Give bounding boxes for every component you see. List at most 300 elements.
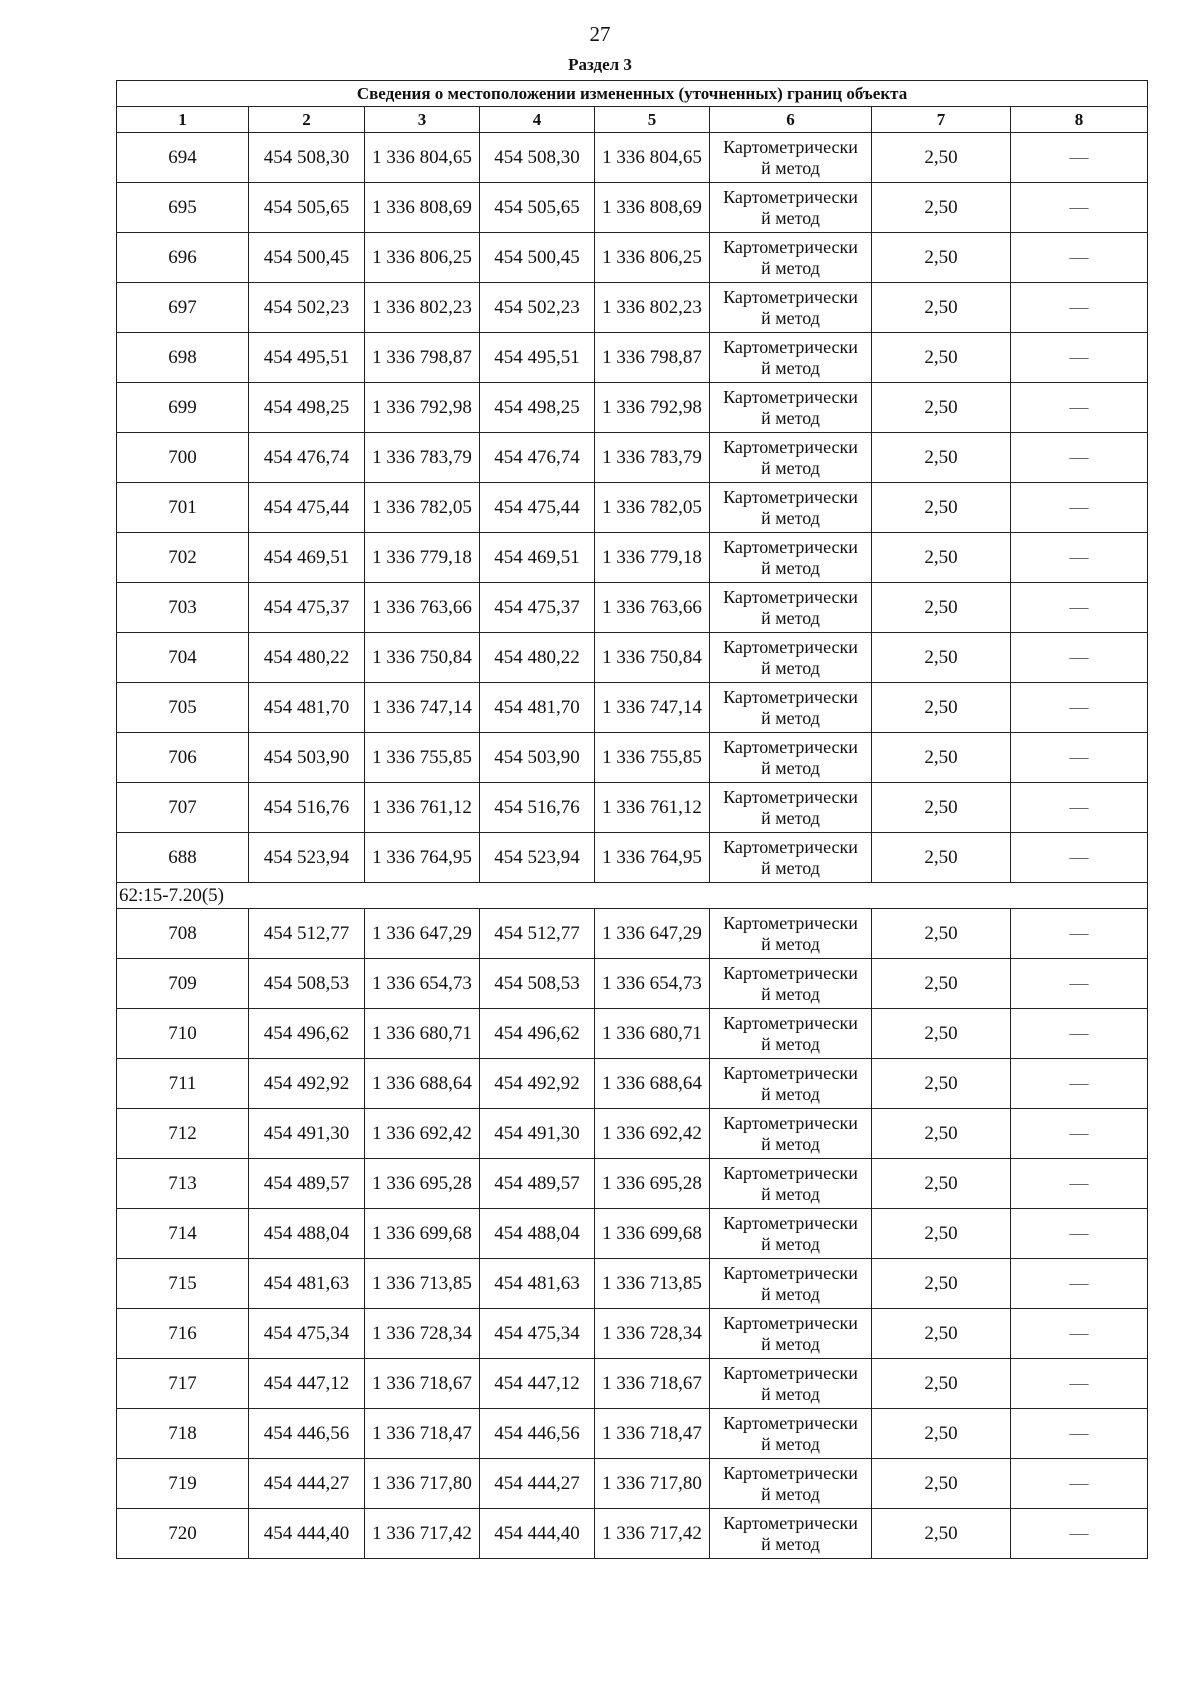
- table-row: [117, 1359, 1148, 1409]
- old-y-cell: 1 336 764,95: [365, 833, 480, 883]
- old-y-cell: 1 336 808,69: [365, 183, 480, 233]
- old-y-cell: 1 336 804,65: [365, 133, 480, 183]
- method-text-line: й метод: [761, 1283, 820, 1304]
- column-number: 5: [595, 107, 710, 133]
- description-cell: —: [1011, 333, 1148, 383]
- old-y-cell: 1 336 747,14: [365, 683, 480, 733]
- new-y-cell: 1 336 755,85: [595, 733, 710, 783]
- method-text-line: й метод: [761, 357, 820, 378]
- old-x-cell: 454 481,63: [249, 1259, 365, 1309]
- point-number-cell: 708: [117, 909, 249, 959]
- old-x-cell: 454 496,62: [249, 1009, 365, 1059]
- new-x-cell: 454 491,30: [480, 1109, 595, 1159]
- old-y-cell: 1 336 783,79: [365, 433, 480, 483]
- new-x-cell: 454 469,51: [480, 533, 595, 583]
- old-x-cell: 454 516,76: [249, 783, 365, 833]
- column-number: 1: [117, 107, 249, 133]
- method-cell: [710, 233, 872, 283]
- table-row: [117, 583, 1148, 633]
- point-number-cell: 706: [117, 733, 249, 783]
- point-number-cell: 714: [117, 1209, 249, 1259]
- point-number-cell: 695: [117, 183, 249, 233]
- old-x-cell: 454 498,25: [249, 383, 365, 433]
- method-text-line: Картометрически: [723, 912, 858, 933]
- method-text-line: й метод: [761, 933, 820, 954]
- new-y-cell: 1 336 718,47: [595, 1409, 710, 1459]
- description-cell: —: [1011, 783, 1148, 833]
- method-text-line: Картометрически: [723, 736, 858, 757]
- method-text-line: й метод: [761, 407, 820, 428]
- description-cell: —: [1011, 583, 1148, 633]
- point-number-cell: 696: [117, 233, 249, 283]
- new-y-cell: 1 336 728,34: [595, 1309, 710, 1359]
- method-text-line: й метод: [761, 457, 820, 478]
- method-cell: [710, 1409, 872, 1459]
- accuracy-cell: 2,50: [872, 1259, 1011, 1309]
- method-text-line: Картометрически: [723, 636, 858, 657]
- method-text-line: й метод: [761, 507, 820, 528]
- old-x-cell: 454 523,94: [249, 833, 365, 883]
- method-text-line: й метод: [761, 1083, 820, 1104]
- method-text-line: Картометрически: [723, 786, 858, 807]
- table-row: [117, 783, 1148, 833]
- accuracy-cell: 2,50: [872, 1109, 1011, 1159]
- new-x-cell: 454 476,74: [480, 433, 595, 483]
- description-cell: —: [1011, 133, 1148, 183]
- table-row: [117, 1459, 1148, 1509]
- accuracy-cell: 2,50: [872, 583, 1011, 633]
- method-text-line: Картометрически: [723, 236, 858, 257]
- section-title: Раздел 3: [568, 55, 632, 74]
- old-x-cell: 454 488,04: [249, 1209, 365, 1259]
- old-x-cell: 454 491,30: [249, 1109, 365, 1159]
- old-y-cell: 1 336 755,85: [365, 733, 480, 783]
- description-cell: —: [1011, 633, 1148, 683]
- new-y-cell: 1 336 747,14: [595, 683, 710, 733]
- accuracy-cell: 2,50: [872, 233, 1011, 283]
- new-y-cell: 1 336 713,85: [595, 1259, 710, 1309]
- table-row: [117, 283, 1148, 333]
- method-cell: [710, 583, 872, 633]
- accuracy-cell: 2,50: [872, 1459, 1011, 1509]
- method-cell: [710, 683, 872, 733]
- new-x-cell: 454 503,90: [480, 733, 595, 783]
- method-text-line: Картометрически: [723, 1412, 858, 1433]
- table-row: [117, 383, 1148, 433]
- method-text-line: й метод: [761, 807, 820, 828]
- method-text-line: й метод: [761, 1133, 820, 1154]
- table-row: [117, 183, 1148, 233]
- method-text-line: Картометрически: [723, 336, 858, 357]
- new-x-cell: 454 505,65: [480, 183, 595, 233]
- method-cell: [710, 733, 872, 783]
- new-y-cell: 1 336 692,42: [595, 1109, 710, 1159]
- new-y-cell: 1 336 764,95: [595, 833, 710, 883]
- new-y-cell: 1 336 806,25: [595, 233, 710, 283]
- new-x-cell: 454 508,30: [480, 133, 595, 183]
- old-y-cell: 1 336 761,12: [365, 783, 480, 833]
- accuracy-cell: 2,50: [872, 959, 1011, 1009]
- method-text-line: й метод: [761, 1183, 820, 1204]
- old-y-cell: 1 336 717,80: [365, 1459, 480, 1509]
- method-text-line: й метод: [761, 1333, 820, 1354]
- new-y-cell: 1 336 680,71: [595, 1009, 710, 1059]
- column-number: 2: [249, 107, 365, 133]
- description-cell: —: [1011, 433, 1148, 483]
- old-y-cell: 1 336 695,28: [365, 1159, 480, 1209]
- point-number-cell: 694: [117, 133, 249, 183]
- table-row: [117, 1209, 1148, 1259]
- old-x-cell: 454 489,57: [249, 1159, 365, 1209]
- old-x-cell: 454 480,22: [249, 633, 365, 683]
- new-y-cell: 1 336 717,42: [595, 1509, 710, 1559]
- accuracy-cell: 2,50: [872, 833, 1011, 883]
- new-x-cell: 454 523,94: [480, 833, 595, 883]
- point-number-cell: 716: [117, 1309, 249, 1359]
- new-x-cell: 454 481,63: [480, 1259, 595, 1309]
- method-text-line: Картометрически: [723, 1312, 858, 1333]
- new-x-cell: 454 498,25: [480, 383, 595, 433]
- group-row: [117, 883, 1148, 909]
- description-cell: —: [1011, 183, 1148, 233]
- method-text-line: Картометрически: [723, 1112, 858, 1133]
- accuracy-cell: 2,50: [872, 1059, 1011, 1109]
- method-text-line: Картометрически: [723, 1062, 858, 1083]
- old-y-cell: 1 336 688,64: [365, 1059, 480, 1109]
- method-cell: [710, 783, 872, 833]
- method-text-line: й метод: [761, 757, 820, 778]
- method-text-line: Картометрически: [723, 1012, 858, 1033]
- point-number-cell: 699: [117, 383, 249, 433]
- method-cell: [710, 1309, 872, 1359]
- old-x-cell: 454 508,30: [249, 133, 365, 183]
- column-number-row: [117, 107, 1148, 133]
- new-x-cell: 454 444,27: [480, 1459, 595, 1509]
- old-x-cell: 454 447,12: [249, 1359, 365, 1409]
- new-y-cell: 1 336 695,28: [595, 1159, 710, 1209]
- old-x-cell: 454 446,56: [249, 1409, 365, 1459]
- method-cell: [710, 1159, 872, 1209]
- method-text-line: й метод: [761, 1533, 820, 1554]
- method-text-line: й метод: [761, 1433, 820, 1454]
- new-x-cell: 454 508,53: [480, 959, 595, 1009]
- column-number: 8: [1011, 107, 1148, 133]
- point-number-cell: 719: [117, 1459, 249, 1509]
- point-number-cell: 713: [117, 1159, 249, 1209]
- description-cell: —: [1011, 683, 1148, 733]
- old-x-cell: 454 469,51: [249, 533, 365, 583]
- accuracy-cell: 2,50: [872, 283, 1011, 333]
- table-row: [117, 1059, 1148, 1109]
- new-x-cell: 454 495,51: [480, 333, 595, 383]
- description-cell: —: [1011, 1009, 1148, 1059]
- old-x-cell: 454 475,34: [249, 1309, 365, 1359]
- method-cell: [710, 333, 872, 383]
- method-cell: [710, 283, 872, 333]
- description-cell: —: [1011, 1259, 1148, 1309]
- table-row: [117, 1159, 1148, 1209]
- old-y-cell: 1 336 798,87: [365, 333, 480, 383]
- method-text-line: й метод: [761, 1033, 820, 1054]
- new-y-cell: 1 336 804,65: [595, 133, 710, 183]
- table-row: [117, 333, 1148, 383]
- point-number-cell: 712: [117, 1109, 249, 1159]
- point-number-cell: 702: [117, 533, 249, 583]
- new-x-cell: 454 496,62: [480, 1009, 595, 1059]
- old-y-cell: 1 336 680,71: [365, 1009, 480, 1059]
- method-cell: [710, 1109, 872, 1159]
- table-row: [117, 633, 1148, 683]
- method-text-line: й метод: [761, 257, 820, 278]
- table-row: [117, 833, 1148, 883]
- new-x-cell: 454 444,40: [480, 1509, 595, 1559]
- method-cell: [710, 909, 872, 959]
- table-row: [117, 1259, 1148, 1309]
- column-number: 3: [365, 107, 480, 133]
- accuracy-cell: 2,50: [872, 483, 1011, 533]
- method-cell: [710, 959, 872, 1009]
- table-row: [117, 1409, 1148, 1459]
- description-cell: —: [1011, 1459, 1148, 1509]
- old-y-cell: 1 336 728,34: [365, 1309, 480, 1359]
- method-text-line: й метод: [761, 1233, 820, 1254]
- new-y-cell: 1 336 782,05: [595, 483, 710, 533]
- old-x-cell: 454 500,45: [249, 233, 365, 283]
- method-cell: [710, 1459, 872, 1509]
- accuracy-cell: 2,50: [872, 133, 1011, 183]
- old-y-cell: 1 336 654,73: [365, 959, 480, 1009]
- old-x-cell: 454 444,40: [249, 1509, 365, 1559]
- new-y-cell: 1 336 688,64: [595, 1059, 710, 1109]
- point-number-cell: 700: [117, 433, 249, 483]
- accuracy-cell: 2,50: [872, 783, 1011, 833]
- method-text-line: й метод: [761, 707, 820, 728]
- point-number-cell: 701: [117, 483, 249, 533]
- new-x-cell: 454 475,37: [480, 583, 595, 633]
- old-x-cell: 454 505,65: [249, 183, 365, 233]
- method-text-line: Картометрически: [723, 436, 858, 457]
- method-text-line: Картометрически: [723, 1262, 858, 1283]
- method-text-line: Картометрически: [723, 836, 858, 857]
- method-cell: [710, 1059, 872, 1109]
- method-text-line: й метод: [761, 983, 820, 1004]
- new-x-cell: 454 489,57: [480, 1159, 595, 1209]
- old-x-cell: 454 475,37: [249, 583, 365, 633]
- method-cell: [710, 383, 872, 433]
- old-x-cell: 454 495,51: [249, 333, 365, 383]
- accuracy-cell: 2,50: [872, 1359, 1011, 1409]
- accuracy-cell: 2,50: [872, 1309, 1011, 1359]
- old-x-cell: 454 444,27: [249, 1459, 365, 1509]
- point-number-cell: 688: [117, 833, 249, 883]
- table-row: [117, 733, 1148, 783]
- method-cell: [710, 1359, 872, 1409]
- new-y-cell: 1 336 761,12: [595, 783, 710, 833]
- new-y-cell: 1 336 779,18: [595, 533, 710, 583]
- old-x-cell: 454 481,70: [249, 683, 365, 733]
- method-cell: [710, 183, 872, 233]
- new-x-cell: 454 475,34: [480, 1309, 595, 1359]
- point-number-cell: 698: [117, 333, 249, 383]
- new-x-cell: 454 516,76: [480, 783, 595, 833]
- description-cell: —: [1011, 1159, 1148, 1209]
- new-y-cell: 1 336 699,68: [595, 1209, 710, 1259]
- new-y-cell: 1 336 750,84: [595, 633, 710, 683]
- column-number: 6: [710, 107, 872, 133]
- method-text-line: й метод: [761, 657, 820, 678]
- table-caption-row: [117, 81, 1148, 107]
- new-y-cell: 1 336 718,67: [595, 1359, 710, 1409]
- accuracy-cell: 2,50: [872, 1509, 1011, 1559]
- new-y-cell: 1 336 647,29: [595, 909, 710, 959]
- method-text-line: Картометрически: [723, 586, 858, 607]
- description-cell: —: [1011, 383, 1148, 433]
- old-y-cell: 1 336 692,42: [365, 1109, 480, 1159]
- accuracy-cell: 2,50: [872, 333, 1011, 383]
- table-row: [117, 959, 1148, 1009]
- description-cell: —: [1011, 1309, 1148, 1359]
- new-x-cell: 454 475,44: [480, 483, 595, 533]
- table-row: [117, 433, 1148, 483]
- method-text-line: й метод: [761, 1483, 820, 1504]
- old-y-cell: 1 336 699,68: [365, 1209, 480, 1259]
- old-y-cell: 1 336 750,84: [365, 633, 480, 683]
- description-cell: —: [1011, 483, 1148, 533]
- new-x-cell: 454 488,04: [480, 1209, 595, 1259]
- old-x-cell: 454 492,92: [249, 1059, 365, 1109]
- method-text-line: Картометрически: [723, 536, 858, 557]
- column-number: 7: [872, 107, 1011, 133]
- old-y-cell: 1 336 717,42: [365, 1509, 480, 1559]
- table-row: [117, 533, 1148, 583]
- method-cell: [710, 483, 872, 533]
- old-y-cell: 1 336 802,23: [365, 283, 480, 333]
- accuracy-cell: 2,50: [872, 1159, 1011, 1209]
- new-y-cell: 1 336 792,98: [595, 383, 710, 433]
- new-x-cell: 454 447,12: [480, 1359, 595, 1409]
- new-x-cell: 454 492,92: [480, 1059, 595, 1109]
- description-cell: —: [1011, 283, 1148, 333]
- description-cell: —: [1011, 833, 1148, 883]
- table-caption: Сведения о местоположении измененных (уточненных) границ объекта: [117, 81, 1148, 107]
- method-cell: [710, 1209, 872, 1259]
- method-text-line: Картометрически: [723, 1462, 858, 1483]
- method-cell: [710, 833, 872, 883]
- old-y-cell: 1 336 792,98: [365, 383, 480, 433]
- method-text-line: Картометрически: [723, 286, 858, 307]
- table-row: [117, 1109, 1148, 1159]
- table-row: [117, 133, 1148, 183]
- method-cell: [710, 1259, 872, 1309]
- method-cell: [710, 533, 872, 583]
- method-cell: [710, 433, 872, 483]
- description-cell: —: [1011, 909, 1148, 959]
- column-number: 4: [480, 107, 595, 133]
- method-text-line: й метод: [761, 157, 820, 178]
- description-cell: —: [1011, 233, 1148, 283]
- description-cell: —: [1011, 959, 1148, 1009]
- description-cell: —: [1011, 1209, 1148, 1259]
- boundary-coordinates-table: [116, 80, 1148, 1559]
- method-cell: [710, 1509, 872, 1559]
- point-number-cell: 717: [117, 1359, 249, 1409]
- new-y-cell: 1 336 783,79: [595, 433, 710, 483]
- accuracy-cell: 2,50: [872, 183, 1011, 233]
- method-text-line: й метод: [761, 307, 820, 328]
- old-y-cell: 1 336 782,05: [365, 483, 480, 533]
- method-text-line: й метод: [761, 557, 820, 578]
- accuracy-cell: 2,50: [872, 533, 1011, 583]
- new-x-cell: 454 480,22: [480, 633, 595, 683]
- method-text-line: Картометрически: [723, 1162, 858, 1183]
- point-number-cell: 715: [117, 1259, 249, 1309]
- point-number-cell: 703: [117, 583, 249, 633]
- accuracy-cell: 2,50: [872, 633, 1011, 683]
- old-y-cell: 1 336 779,18: [365, 533, 480, 583]
- old-x-cell: 454 476,74: [249, 433, 365, 483]
- group-label: 62:15-7.20(5): [117, 883, 1148, 909]
- old-x-cell: 454 508,53: [249, 959, 365, 1009]
- method-text-line: Картометрически: [723, 1512, 858, 1533]
- description-cell: —: [1011, 1059, 1148, 1109]
- method-text-line: Картометрически: [723, 186, 858, 207]
- table-row: [117, 1309, 1148, 1359]
- old-x-cell: 454 512,77: [249, 909, 365, 959]
- description-cell: —: [1011, 1509, 1148, 1559]
- method-text-line: й метод: [761, 607, 820, 628]
- method-text-line: й метод: [761, 207, 820, 228]
- old-y-cell: 1 336 647,29: [365, 909, 480, 959]
- new-x-cell: 454 502,23: [480, 283, 595, 333]
- old-y-cell: 1 336 718,47: [365, 1409, 480, 1459]
- point-number-cell: 718: [117, 1409, 249, 1459]
- accuracy-cell: 2,50: [872, 1209, 1011, 1259]
- table-row: [117, 909, 1148, 959]
- accuracy-cell: 2,50: [872, 433, 1011, 483]
- point-number-cell: 707: [117, 783, 249, 833]
- accuracy-cell: 2,50: [872, 909, 1011, 959]
- point-number-cell: 720: [117, 1509, 249, 1559]
- old-x-cell: 454 503,90: [249, 733, 365, 783]
- description-cell: —: [1011, 1409, 1148, 1459]
- page-number: 27: [589, 22, 611, 46]
- new-y-cell: 1 336 654,73: [595, 959, 710, 1009]
- description-cell: —: [1011, 733, 1148, 783]
- new-y-cell: 1 336 808,69: [595, 183, 710, 233]
- table-row: [117, 1009, 1148, 1059]
- point-number-cell: 705: [117, 683, 249, 733]
- accuracy-cell: 2,50: [872, 1009, 1011, 1059]
- description-cell: —: [1011, 1109, 1148, 1159]
- accuracy-cell: 2,50: [872, 1409, 1011, 1459]
- accuracy-cell: 2,50: [872, 733, 1011, 783]
- new-y-cell: 1 336 798,87: [595, 333, 710, 383]
- point-number-cell: 710: [117, 1009, 249, 1059]
- method-text-line: Картометрически: [723, 136, 858, 157]
- method-cell: [710, 633, 872, 683]
- method-text-line: Картометрически: [723, 1212, 858, 1233]
- method-text-line: Картометрически: [723, 386, 858, 407]
- method-cell: [710, 1009, 872, 1059]
- method-cell: [710, 133, 872, 183]
- old-y-cell: 1 336 713,85: [365, 1259, 480, 1309]
- old-y-cell: 1 336 763,66: [365, 583, 480, 633]
- point-number-cell: 709: [117, 959, 249, 1009]
- method-text-line: Картометрически: [723, 1362, 858, 1383]
- new-y-cell: 1 336 802,23: [595, 283, 710, 333]
- point-number-cell: 704: [117, 633, 249, 683]
- old-x-cell: 454 502,23: [249, 283, 365, 333]
